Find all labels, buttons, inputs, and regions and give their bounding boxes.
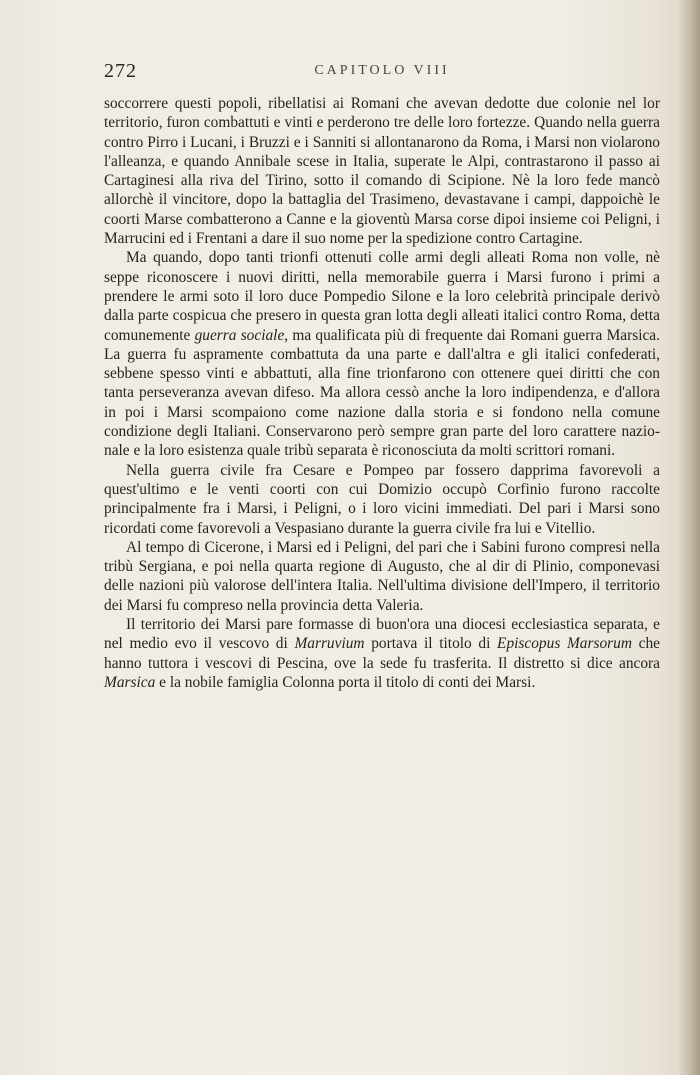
running-header: [104, 60, 660, 86]
text-run: e la nobile famiglia Colonna porta il titolo di conti dei Marsi.: [155, 673, 536, 691]
text-run: , ma qualificata più di frequente dai Romani guerra Marsica. La guerra fu aspramente combattuta da una parte e dall'altra e gli italici confederati, sebbene spesso vinti e abbattuti, alla fine trionfarono con ottenere quei diritti che con tanta perseveranza avevan difeso. Ma allora cessò anche la loro indipendenza, e d'allora in poi i Marsi scompaiono come nazione dalla storia e si fondono nella comune condizione degli Italiani. Conservarono però sempre gran parte del loro carattere nazionale e la loro esistenza quale tribù separata è riconosciuta da molti scrittori romani.: [104, 326, 660, 460]
paragraph: [104, 248, 660, 460]
text-run: portava il titolo di: [364, 635, 498, 653]
paragraph: [104, 461, 660, 538]
paragraph: [104, 538, 660, 615]
italic-term: guerra sociale: [194, 326, 285, 344]
italic-term: Marruvium: [294, 635, 365, 653]
paragraph: [104, 94, 660, 248]
italic-term: Episcopus Marsorum: [497, 635, 632, 653]
page-number: 272: [104, 60, 137, 82]
italic-term: Marsica: [104, 673, 156, 691]
text-run: Al tempo di Cicerone, i Marsi ed i Peligni, del pari che i Sabini furono compresi nella tribù Sergiana, e poi nella quarta regione di Augusto, che al dir di Plinio, componevasi delle nazioni più valorose dell'intera Italia. Nell'ultima divisione dell'Impero, il territorio dei Marsi fu compreso nella provincia detta Valeria.: [104, 538, 660, 614]
text-run: Nella guerra civile fra Cesare e Pompeo par fossero dapprima favorevoli a quest'ultimo e le venti coorti con cui Domizio occupò Corfinio furono raccolte principalmente fra i Marsi, i Peligni, o i loro vicini immediati. Del pari i Marsi sono ricordati come favorevoli a Vespasiano durante la guerra civile fra lui e Vitellio.: [104, 461, 660, 537]
body-text: [104, 94, 660, 692]
paragraph: [104, 615, 660, 692]
text-run: Il territorio dei Marsi pare formasse di buon'ora una diocesi ecclesiastica separata, e nel medio evo il vescovo di: [104, 616, 660, 653]
chapter-title: CAPITOLO VIII: [314, 63, 450, 78]
text-run: che hanno tuttora i vescovi di Pescina, ove la sede fu trasferita. Il distretto si dice ancora: [104, 635, 660, 672]
text-run: Ma quando, dopo tanti trionfi ottenuti colle armi degli alleati Roma non volle, nè seppe riconoscere i nuovi diritti, nella memorabile guerra i Marsi furono i primi a prendere le armi soto il loro duce Pompedio Silone e la loro celebrità principale derivò dalla parte cospicua che presero in questa gran lotta degli alleati italici contro Roma, detta comunemente: [104, 249, 660, 344]
page-edge-shadow: [678, 0, 700, 1075]
text-run: soccorrere questi popoli, ribellatisi ai Romani che avevan dedotte due colonie nel lor territorio, furon combattuti e vinti e perderono tre delle loro fortezze. Quando nella guerra contro Pirro i Lucani, i Bruzzi e i Sanniti si allontanarono da Roma, i Marsi non violarono l'alleanza, e quando Annibale scese in Italia, superate le Alpi, contrastarono il passo ai Cartaginesi alla riva del Tirino, sotto il comando di Scipione. Nè la loro fede mancò allorchè il vincitore, dopo la battaglia del Trasimeno, devastavane i campi, dappoichè le coorti Marse combatterono a Canne e la gioventù Marsa corse dipoi insieme coi Peligni, i Marrucini ed i Frentani a dare il suo nome per la spedizione contro Cartagine.: [104, 95, 660, 248]
